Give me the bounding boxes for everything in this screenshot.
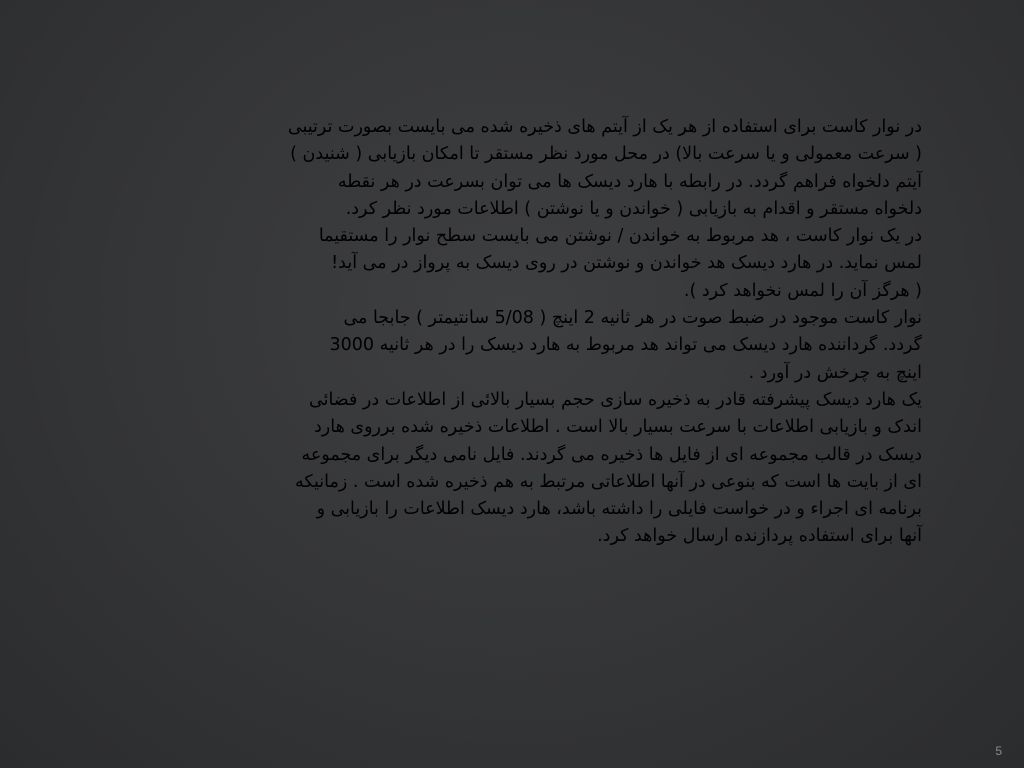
text-line-16: آنها برای استفاده پردازنده ارسال خواهد کرد.: [597, 526, 922, 547]
text-line-10: اینچ به چرخش در آورد .: [748, 362, 922, 383]
text-line-7: ( هرگز آن را لمس نخواهد کرد ).: [683, 280, 922, 301]
text-line-11: یک هارد دیسک پیشرفته قادر به ذخیره سازی حجم بسیار بالائی از اطلاعات در فضائی: [309, 389, 922, 410]
text-line-6: لمس نماید. در هارد دیسک هد خواندن و نوشتن در روی دیسک به پرواز در می آید!: [331, 253, 922, 274]
text-line-8: نوار کاست موجود در ضبط صوت در هر ثانیه 2 اینچ ( 5/08 سانتیمتر ) جابجا می: [343, 308, 922, 329]
text-line-12: اندک و بازیابی اطلاعات با سرعت بسیار بالا است . اطلاعات ذخیره شده برروی هارد: [314, 417, 922, 438]
text-line-3: آیتم دلخواه فراهم گردد. در رابطه با هارد دیسک ها می توان بسرعت در هر نقطه: [337, 171, 922, 192]
text-line-2: ( سرعت معمولی و یا سرعت بالا) در محل مورد نظر مستقر تا امکان بازیابی ( شنیدن ): [290, 144, 922, 165]
text-line-1: در نوار کاست برای استفاده از هر یک از آیتم های ذخیره شده می بایست بصورت ترتیبی: [287, 117, 922, 137]
slide-body-text: [100, 114, 922, 551]
text-line-13: دیسک در قالب مجموعه ای از فایل ها ذخیره می گردند. فایل نامی دیگر برای مجموعه: [301, 444, 922, 465]
text-line-9: گردد. گرداننده هارد دیسک می تواند هد مربوط به هارد دیسک را در هر ثانیه 3000: [329, 335, 922, 356]
text-line-14: ای از بایت ها است که بنوعی در آنها اطلاعاتی مرتبط به هم ذخیره شده است . زمانیکه: [294, 471, 922, 492]
slide-page-number: 5: [995, 744, 1002, 758]
text-line-15: برنامه ای اجراء و در خواست فایلی را داشته باشد، هارد دیسک اطلاعات را بازیابی و: [316, 499, 922, 520]
text-line-4: دلخواه مستقر و اقدام به بازیابی ( خواندن و یا نوشتن ) اطلاعات مورد نظر کرد.: [345, 198, 922, 219]
text-line-5: در یک نوار کاست ، هد مربوط به خواندن / نوشتن می بایست سطح نوار را مستقیما: [318, 226, 922, 247]
